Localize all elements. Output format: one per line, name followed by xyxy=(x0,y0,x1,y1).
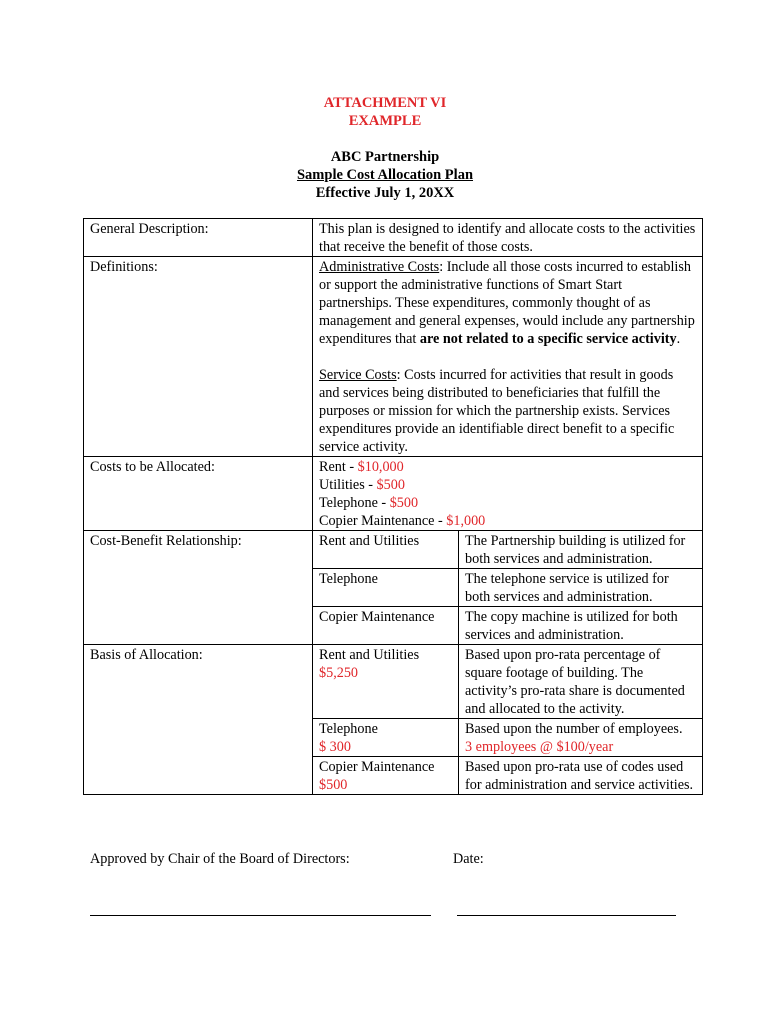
cost-benefit-item: Telephone xyxy=(313,569,459,607)
definitions-label: Definitions: xyxy=(84,257,313,457)
cost-benefit-text: The Partnership building is utilized for both services and administration. xyxy=(459,531,703,569)
general-description-text: This plan is designed to identify and allocate costs to the activities that receive the benefit of those costs. xyxy=(313,219,703,257)
basis-item xyxy=(313,645,459,719)
date-label: Date: xyxy=(453,851,484,867)
cost-benefit-text: The telephone service is utilized for both services and administration. xyxy=(459,569,703,607)
admin-costs-term: Administrative Costs xyxy=(319,259,440,275)
service-costs-text: : Costs incurred for activities that result in goods and services being distributed to beneficiaries that fulfill the purposes or mission for which the partnership exists. Services expenditures provide an identifiable direct benefit to a specific service activity. xyxy=(319,367,675,455)
cost-item xyxy=(319,494,697,512)
basis-text: Based upon pro-rata use of codes used for administration and service activities. xyxy=(459,757,703,795)
table-row xyxy=(84,531,703,569)
definitions-cell xyxy=(313,257,703,457)
plan-title-wrap xyxy=(0,166,770,184)
basis-label: Basis of Allocation: xyxy=(84,645,313,795)
service-costs-term: Service Costs xyxy=(319,367,397,383)
basis-item-name: Telephone xyxy=(319,721,378,737)
cost-item xyxy=(319,458,697,476)
admin-costs-definition xyxy=(319,258,697,348)
plan-title: Sample Cost Allocation Plan xyxy=(296,167,474,183)
basis-item-amount: $500 xyxy=(319,777,348,793)
cost-item-name: Utilities - xyxy=(319,477,377,493)
basis-item-amount: $5,250 xyxy=(319,665,359,681)
cost-allocation-table xyxy=(83,218,703,795)
example-label: EXAMPLE xyxy=(348,113,422,129)
admin-costs-end: . xyxy=(676,331,681,347)
costs-label: Costs to be Allocated: xyxy=(84,457,313,531)
table-row xyxy=(84,457,703,531)
basis-item-name: Rent and Utilities xyxy=(319,647,420,663)
basis-text: Based upon the number of employees. xyxy=(465,721,683,737)
basis-item xyxy=(313,757,459,795)
cost-benefit-item: Copier Maintenance xyxy=(313,607,459,645)
org-name: ABC Partnership xyxy=(330,149,440,165)
cost-item xyxy=(319,476,697,494)
cost-item-name: Telephone - xyxy=(319,495,390,511)
table-row xyxy=(84,257,703,457)
cost-item-name: Rent - xyxy=(319,459,358,475)
date-line[interactable] xyxy=(457,915,676,916)
admin-costs-emphasis: are not related to a specific service activity xyxy=(419,331,677,347)
table-row xyxy=(84,645,703,719)
effective-date: Effective July 1, 20XX xyxy=(315,185,455,201)
cost-benefit-label: Cost-Benefit Relationship: xyxy=(84,531,313,645)
cost-item-name: Copier Maintenance - xyxy=(319,513,447,529)
signature-line[interactable] xyxy=(90,915,431,916)
cost-item-amount: $500 xyxy=(376,477,405,493)
costs-list xyxy=(313,457,703,531)
basis-note: 3 employees @ $100/year xyxy=(465,739,614,755)
basis-item-name: Copier Maintenance xyxy=(319,759,435,775)
table-row xyxy=(84,219,703,257)
cost-benefit-text: The copy machine is utilized for both services and administration. xyxy=(459,607,703,645)
approved-by-label: Approved by Chair of the Board of Directors: xyxy=(90,851,350,867)
cost-item-amount: $10,000 xyxy=(357,459,404,475)
cost-item-amount: $1,000 xyxy=(446,513,486,529)
cost-item-amount: $500 xyxy=(389,495,419,511)
service-costs-definition xyxy=(319,366,697,456)
attachment-title: ATTACHMENT VI xyxy=(323,95,447,111)
admin-costs-text: : Include all those costs incurred to establish or support the administrative functions of Smart Start partnerships. These expenditures, commonly thought of as management and general expenses, would include any partnership expenditures that xyxy=(319,259,695,347)
cost-benefit-item: Rent and Utilities xyxy=(313,531,459,569)
basis-item xyxy=(313,719,459,757)
basis-item-amount: $ 300 xyxy=(319,739,351,755)
basis-text-cell xyxy=(459,719,703,757)
basis-text: Based upon pro-rata percentage of square footage of building. The activity’s pro-rata share is documented and allocated to the activity. xyxy=(459,645,703,719)
general-description-label: General Description: xyxy=(84,219,313,257)
cost-item xyxy=(319,512,697,530)
